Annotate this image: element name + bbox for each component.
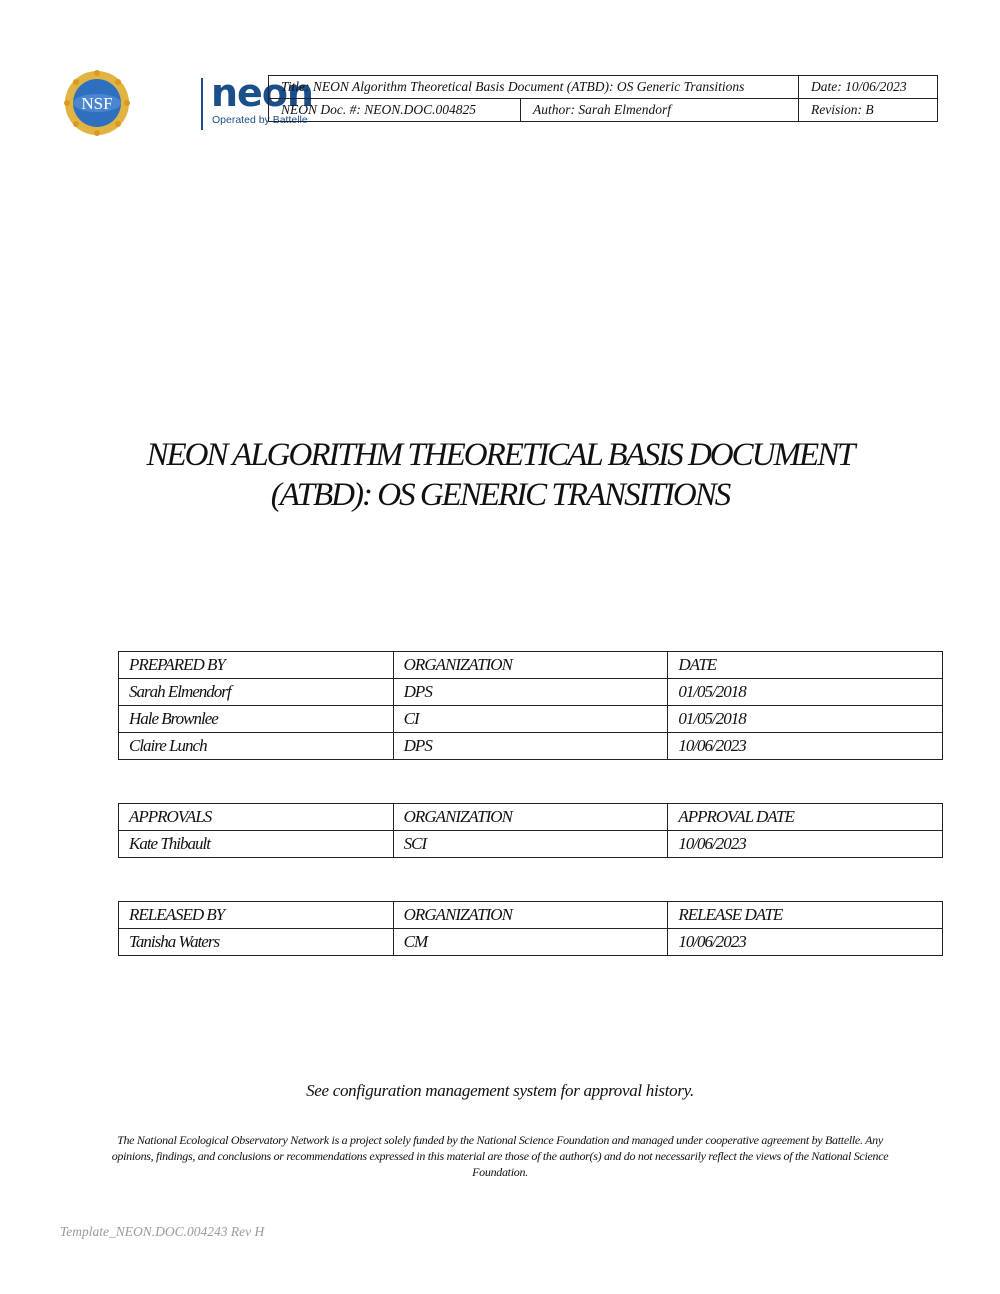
table-row (119, 929, 943, 956)
table-row (119, 679, 943, 706)
table-header-cell: DATE (668, 652, 943, 679)
neon-wordmark: neon (211, 71, 313, 115)
template-identifier: Template_NEON.DOC.004243 Rev H (60, 1224, 265, 1239)
table-header-cell: ORGANIZATION (393, 804, 668, 831)
funding-disclaimer: The National Ecological Observatory Network is a project solely funded by the National Science Foundation and managed under cooperative agreement by Battelle. Any opinions, findings, and conclusions or recommendations expressed in this material are those of the author(s) and do not necessarily reflect the views of the National Science Foundation. (111, 1133, 889, 1179)
table-cell: 10/06/2023 (668, 733, 943, 760)
table-row (119, 831, 943, 858)
header-row (269, 76, 938, 99)
document-title-line-2: (ATBD): OS GENERIC TRANSITIONS (270, 477, 730, 513)
table-cell: 10/06/2023 (668, 831, 943, 858)
table-cell: Claire Lunch (119, 733, 394, 760)
table-header-cell: ORGANIZATION (393, 902, 668, 929)
document-title (100, 435, 900, 515)
table-cell: DPS (393, 679, 668, 706)
table-cell: Sarah Elmendorf (119, 679, 394, 706)
nsf-seal-text: NSF (81, 94, 113, 113)
document-title-line-1: NEON ALGORITHM THEORETICAL BASIS DOCUMENT (146, 437, 854, 473)
table-header-cell: ORGANIZATION (393, 652, 668, 679)
table-cell: CM (393, 929, 668, 956)
table-cell: CI (393, 706, 668, 733)
header-author-cell: Author: Sarah Elmendorf (521, 99, 799, 122)
table-header-cell: APPROVAL DATE (668, 804, 943, 831)
table-cell: Tanisha Waters (119, 929, 394, 956)
table-header-cell: RELEASE DATE (668, 902, 943, 929)
header-revision-cell: Revision: B (799, 99, 938, 122)
header-title-cell: Title: NEON Algorithm Theoretical Basis Document (ATBD): OS Generic Transitions (269, 76, 799, 99)
prepared-by-table (118, 651, 943, 760)
table-cell: Kate Thibault (119, 831, 394, 858)
logo-divider (201, 78, 203, 130)
table-header-cell: APPROVALS (119, 804, 394, 831)
released-by-table (118, 901, 943, 956)
configuration-note: See configuration management system for approval history. (306, 1081, 694, 1100)
table-cell: SCI (393, 831, 668, 858)
table-cell: 01/05/2018 (668, 679, 943, 706)
header-date-cell: Date: 10/06/2023 (799, 76, 938, 99)
header-doc-number-cell: NEON Doc. #: NEON.DOC.004825 (269, 99, 521, 122)
table-cell: 01/05/2018 (668, 706, 943, 733)
table-cell: 10/06/2023 (668, 929, 943, 956)
document-header-table (268, 75, 938, 122)
nsf-seal-logo (64, 70, 130, 136)
table-cell: Hale Brownlee (119, 706, 394, 733)
table-header-row (119, 804, 943, 831)
header-row (269, 99, 938, 122)
table-row (119, 706, 943, 733)
operated-by-tagline: Operated by Battelle (212, 114, 308, 126)
approvals-table (118, 803, 943, 858)
table-header-cell: RELEASED BY (119, 902, 394, 929)
table-header-cell: PREPARED BY (119, 652, 394, 679)
table-row (119, 733, 943, 760)
header-logo (64, 70, 313, 138)
table-header-row (119, 902, 943, 929)
table-header-row (119, 652, 943, 679)
table-cell: DPS (393, 733, 668, 760)
